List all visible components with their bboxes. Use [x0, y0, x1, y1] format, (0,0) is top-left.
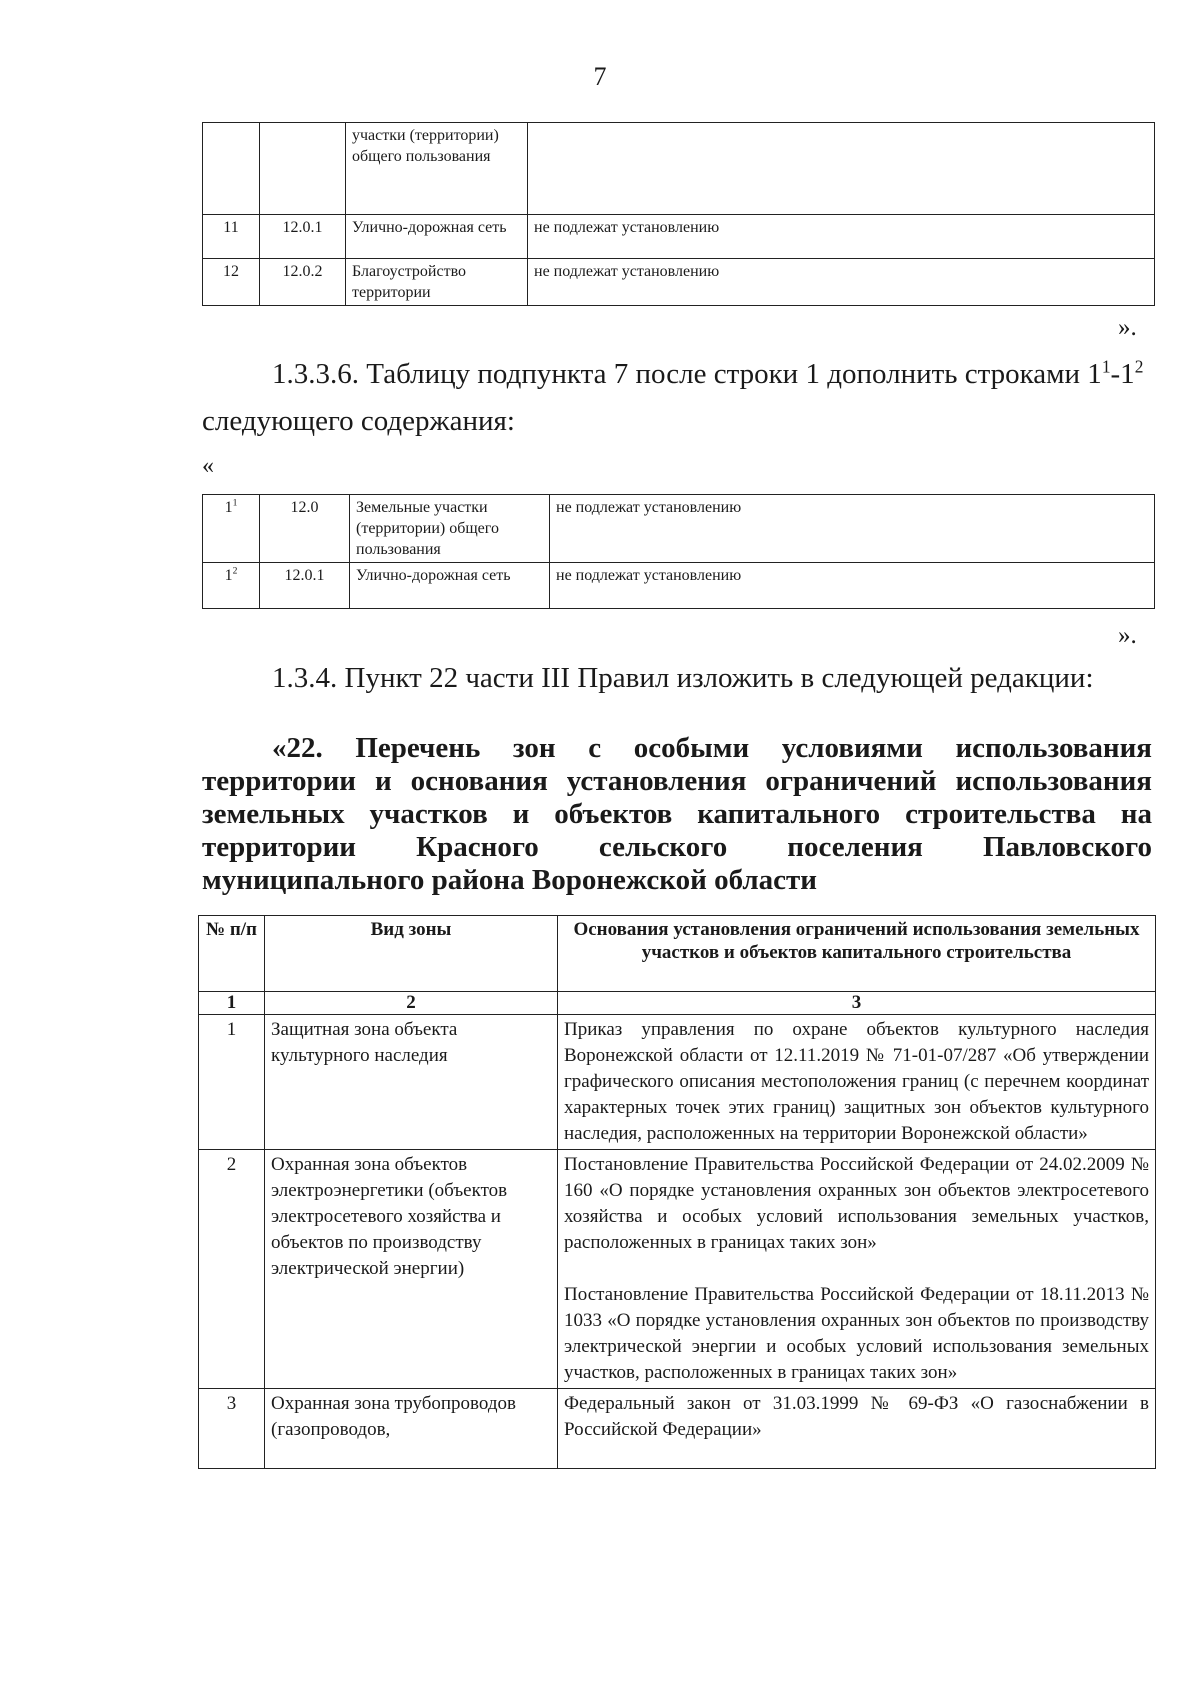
table-row [203, 123, 1155, 215]
row-number [203, 123, 260, 215]
section-heading: «22. Перечень зон с особыми условиями использования территории и основания установления ограничений использования земельных участков и объектов капитального строительства на территории Красного сельского поселения Павловского муниципального района Воронежской области [202, 732, 1152, 896]
row-value: не подлежат установлению [528, 215, 1155, 259]
table-insert-rows [202, 494, 1155, 609]
table-row [203, 215, 1155, 259]
table-row [203, 259, 1155, 306]
column-number-row: 1 2 3 [199, 992, 1156, 1015]
table-row [199, 1389, 1156, 1469]
paragraph-1-3-4: 1.3.4. Пункт 22 части III Правил изложить в следующей редакции: [272, 662, 1094, 694]
row-basis: Приказ управления по охране объектов культурного наследия Воронежской области от 12.11.2019 № 71-01-07/287 «Об утверждении графического описания местоположения границ (с перечнем координат характерных точек этих границ) защитных зон объектов культурного наследия, расположенных на территории Воронежской области» [558, 1015, 1156, 1150]
header-basis: Основания установления ограничений использования земельных участков и объектов капитального строительства [558, 916, 1156, 992]
paragraph-1-3-3-6: 1.3.3.6. Таблицу подпункта 7 после строки 1 дополнить строками $1^1-1^2$ [272, 356, 1144, 390]
row-number: 11 [203, 215, 260, 259]
row-code: 12.0.1 [260, 215, 346, 259]
row-number: 1 [199, 1015, 265, 1150]
row-value: не подлежат установлению [550, 495, 1155, 563]
row-number: 2 [199, 1150, 265, 1389]
header-number: № п/п [199, 916, 265, 992]
zones-table [198, 915, 1156, 1469]
row-number: 12 [203, 259, 260, 306]
row-code: 12.0.1 [260, 563, 350, 609]
row-number: $1^1$ [203, 495, 260, 563]
table-continuation [202, 122, 1155, 306]
row-value: не подлежат установлению [550, 563, 1155, 609]
row-zone: Защитная зона объекта культурного наследия [265, 1015, 558, 1150]
table-row [203, 563, 1155, 609]
table-row [199, 1150, 1156, 1389]
table-row [199, 1015, 1156, 1150]
row-name: Улично-дорожная сеть [346, 215, 528, 259]
row-name: Благоустройство территории [346, 259, 528, 306]
row-number: $1^2$ [203, 563, 260, 609]
row-value [528, 123, 1155, 215]
page-number: 7 [593, 62, 607, 91]
row-name: Земельные участки (территории) общего пользования [350, 495, 550, 563]
table-header-row [199, 916, 1156, 992]
closing-quote: ». [1118, 314, 1137, 341]
row-code [260, 123, 346, 215]
row-name: Улично-дорожная сеть [350, 563, 550, 609]
row-value: не подлежат установлению [528, 259, 1155, 306]
row-zone: Охранная зона трубопроводов (газопроводов, [265, 1389, 558, 1469]
row-basis: Федеральный закон от 31.03.1999 № 69-ФЗ «О газоснабжении в Российской Федерации» [558, 1389, 1156, 1469]
row-zone: Охранная зона объектов электроэнергетики (объектов электросетевого хозяйства и объектов по производству электрической энергии) [265, 1150, 558, 1389]
table-row [203, 495, 1155, 563]
row-code: 12.0 [260, 495, 350, 563]
header-zone-type: Вид зоны [265, 916, 558, 992]
paragraph-continuation: следующего содержания: [202, 405, 515, 437]
opening-quote: « [202, 453, 214, 479]
row-basis: Постановление Правительства Российской Федерации от 24.02.2009 № 160 «О порядке установления охранных зон объектов электросетевого хозяйства и особых условий использования земельных участков, расположенных в границах таких зон» Постановление Правительства Российской Федерации от 18.11.2013 № 1033 «О порядке установления охранных зон объектов по производству электрической энергии и особых условий использования земельных участков, расположенных в границах таких зон» [558, 1150, 1156, 1389]
row-name: участки (территории) общего пользования [346, 123, 528, 215]
row-number: 3 [199, 1389, 265, 1469]
closing-quote: ». [1118, 622, 1137, 649]
row-code: 12.0.2 [260, 259, 346, 306]
